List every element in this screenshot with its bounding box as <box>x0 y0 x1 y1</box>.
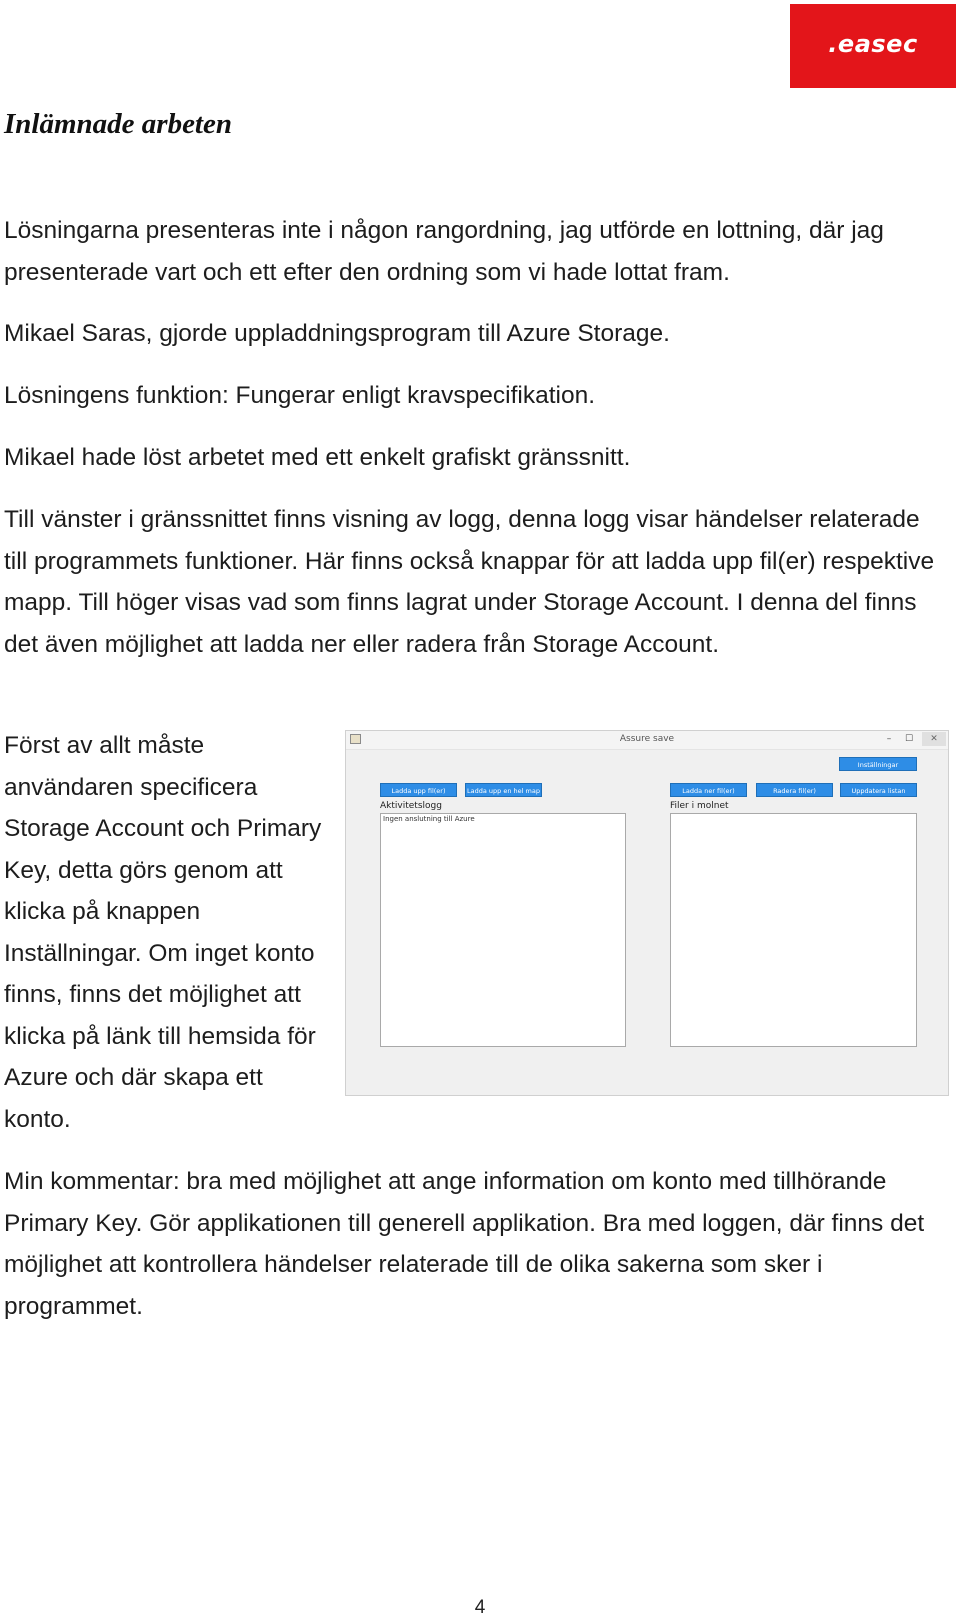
section-heading: Inlämnade arbeten <box>4 108 232 140</box>
author-paragraph: Mikael Saras, gjorde uppladdningsprogram till Azure Storage. <box>4 320 670 347</box>
cloud-files-label: Filer i molnet <box>670 801 729 811</box>
activity-log-label: Aktivitetslogg <box>380 801 442 811</box>
easec-logo <box>790 4 956 88</box>
intro-paragraph: Lösningarna presenteras inte i någon rangordning, jag utförde en lottning, där jag presenterade vart och ett efter den ordning som vi hade lottat fram. <box>4 217 884 286</box>
activity-log-list[interactable] <box>380 813 626 1047</box>
logo-text: .easec <box>828 30 918 58</box>
download-files-button[interactable]: Ladda ner fil(er) <box>670 783 747 797</box>
minimize-icon[interactable]: – <box>886 734 892 744</box>
delete-files-button[interactable]: Radera fil(er) <box>756 783 833 797</box>
interface-description-paragraph: Till vänster i gränssnittet finns visning av logg, denna logg visar händelser relaterade till programmets funktioner. Här finns också knappar för att ladda upp fil(er) respektive mapp. Till höger visas vad som finns lagrat under Storage Account. I denna del finns det även möjlighet att ladda ner eller radera från Storage Account. <box>4 506 935 658</box>
settings-button[interactable]: Inställningar <box>839 757 917 771</box>
page-number: 4 <box>474 1597 486 1618</box>
comment-paragraph: Min kommentar: bra med möjlighet att ange information om konto med tillhörande Primary Key. Gör applikationen till generell applikation. Bra med loggen, där finns det möjlighet att kontrollera händelser relaterade till de olika sakerna som sker i programmet. <box>4 1168 925 1320</box>
maximize-icon[interactable]: ☐ <box>904 734 914 744</box>
cloud-files-list[interactable] <box>670 813 917 1047</box>
app-title: Assure save <box>619 734 675 744</box>
refresh-list-button[interactable]: Uppdatera listan <box>840 783 917 797</box>
upload-files-button[interactable]: Ladda upp fil(er) <box>380 783 457 797</box>
upload-folder-button[interactable]: Ladda upp en hel map <box>465 783 542 797</box>
app-titlebar <box>346 731 948 750</box>
function-paragraph: Lösningens funktion: Fungerar enligt kravspecifikation. <box>4 382 596 409</box>
settings-paragraph: Först av allt måste användaren specificera Storage Account och Primary Key, detta görs genom att klicka på knappen Inställningar. Om inget konto finns, finns det möjlighet att klicka på länk till hemsida för Azure och där skapa ett konto. <box>4 732 322 1133</box>
gui-paragraph: Mikael hade löst arbetet med ett enkelt grafiskt gränssnitt. <box>4 444 631 471</box>
app-screenshot <box>345 730 949 1096</box>
log-entry: Ingen anslutning till Azure <box>383 815 475 823</box>
close-icon[interactable]: ✕ <box>922 732 946 746</box>
